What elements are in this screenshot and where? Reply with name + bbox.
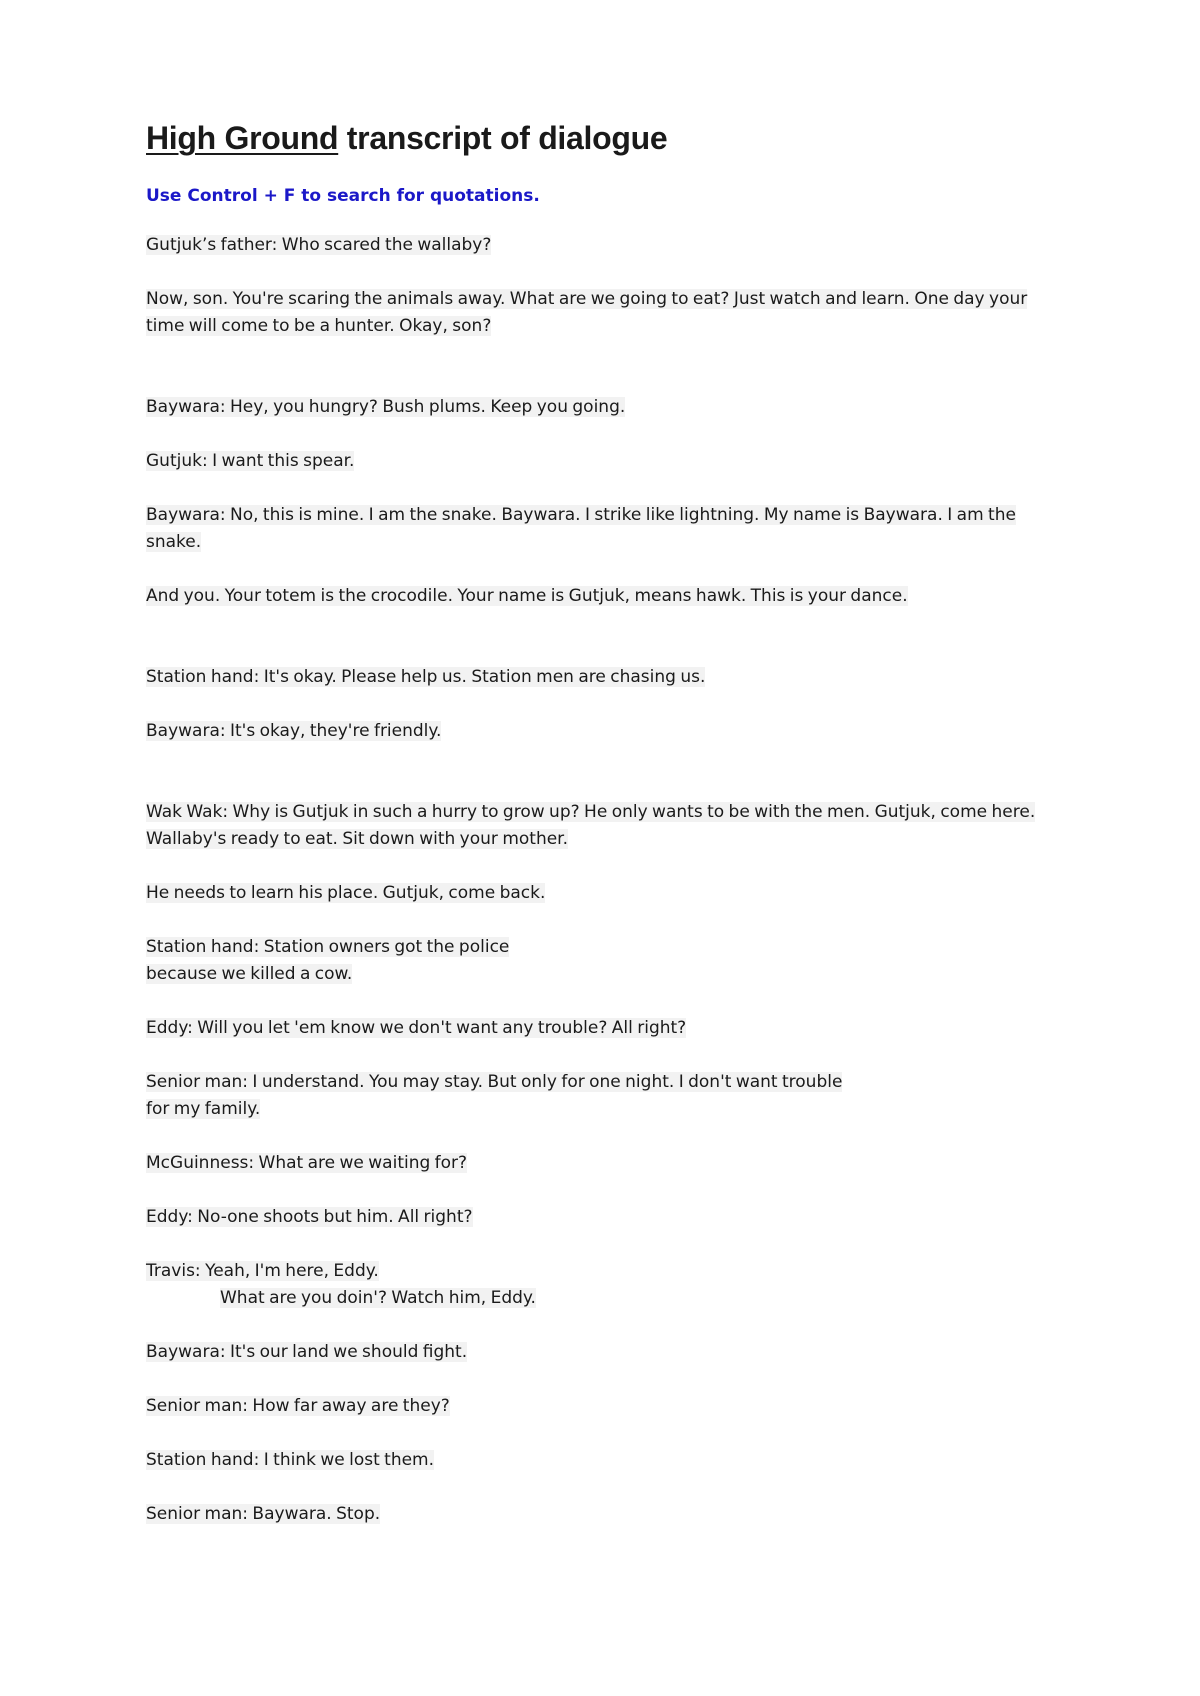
dialogue-text: Station hand: I think we lost them.: [146, 1450, 435, 1470]
dialogue-line: [146, 394, 1066, 421]
dialogue-text: Baywara: It's okay, they're friendly.: [146, 721, 442, 741]
dialogue-line: [146, 934, 1066, 988]
dialogue-line: [146, 1204, 1066, 1231]
dialogue-text: Eddy: Will you let 'em know we don't want any trouble? All right?: [146, 1018, 687, 1038]
dialogue-line: [146, 1501, 1066, 1528]
dialogue-text: Senior man: I understand. You may stay. But only for one night. I don't want trouble: [146, 1072, 843, 1092]
dialogue-line: [146, 1339, 1066, 1366]
dialogue-line: [146, 799, 1066, 853]
dialogue-line: [146, 880, 1066, 907]
dialogue-line: [146, 286, 1066, 340]
dialogue-text: Baywara: No, this is mine. I am the snake. Baywara. I strike like lightning. My name is Baywara. I am the snake.: [146, 505, 1016, 552]
dialogue-text: He needs to learn his place. Gutjuk, come back.: [146, 883, 546, 903]
dialogue-line: [146, 1393, 1066, 1420]
dialogue-text: McGuinness: What are we waiting for?: [146, 1153, 468, 1173]
dialogue-text: Wak Wak: Why is Gutjuk in such a hurry to grow up? He only wants to be with the men. Gutjuk, come here. Wallaby's ready to eat. Sit down with your mother.: [146, 802, 1036, 849]
dialogue-line: [146, 1150, 1066, 1177]
dialogue-text: Now, son. You're scaring the animals away. What are we going to eat? Just watch and learn. One day your time will come to be a hunter. Okay, son?: [146, 289, 1028, 336]
dialogue-text: Senior man: How far away are they?: [146, 1396, 450, 1416]
search-note: Use Control + F to search for quotations.: [146, 186, 540, 206]
title-rest: transcript of dialogue: [338, 120, 668, 156]
title-underlined-part: High Ground: [146, 120, 339, 156]
dialogue-text: because we killed a cow.: [146, 964, 353, 984]
dialogue-text: And you. Your totem is the crocodile. Your name is Gutjuk, means hawk. This is your dance.: [146, 586, 908, 606]
dialogue-text: for my family.: [146, 1099, 261, 1119]
dialogue-text: Gutjuk’s father: Who scared the wallaby?: [146, 235, 492, 255]
document-title: [146, 118, 1066, 158]
dialogue-text: Station hand: It's okay. Please help us. Station men are chasing us.: [146, 667, 706, 687]
dialogue-text: What are you doin'? Watch him, Eddy.: [220, 1288, 536, 1308]
document-page: [146, 118, 1066, 1555]
dialogue-text: Gutjuk: I want this spear.: [146, 451, 355, 471]
dialogue-text: Senior man: Baywara. Stop.: [146, 1504, 381, 1524]
dialogue-line: [146, 1258, 1066, 1312]
dialogue-line: [146, 502, 1066, 556]
dialogue-text: Baywara: Hey, you hungry? Bush plums. Keep you going.: [146, 397, 626, 417]
dialogue-line: [146, 718, 1066, 745]
dialogue-line: [146, 583, 1066, 610]
dialogue-line: [146, 448, 1066, 475]
dialogue-text: Baywara: It's our land we should fight.: [146, 1342, 468, 1362]
dialogue-line: [146, 664, 1066, 691]
dialogue-line: [146, 232, 1066, 259]
dialogue-line: [146, 1069, 1066, 1123]
dialogue-text: Travis: Yeah, I'm here, Eddy.: [146, 1261, 379, 1281]
dialogue-line: [146, 1447, 1066, 1474]
dialogue-text: Station hand: Station owners got the police: [146, 937, 510, 957]
dialogue-line: [146, 1015, 1066, 1042]
dialogue-text: Eddy: No-one shoots but him. All right?: [146, 1207, 473, 1227]
